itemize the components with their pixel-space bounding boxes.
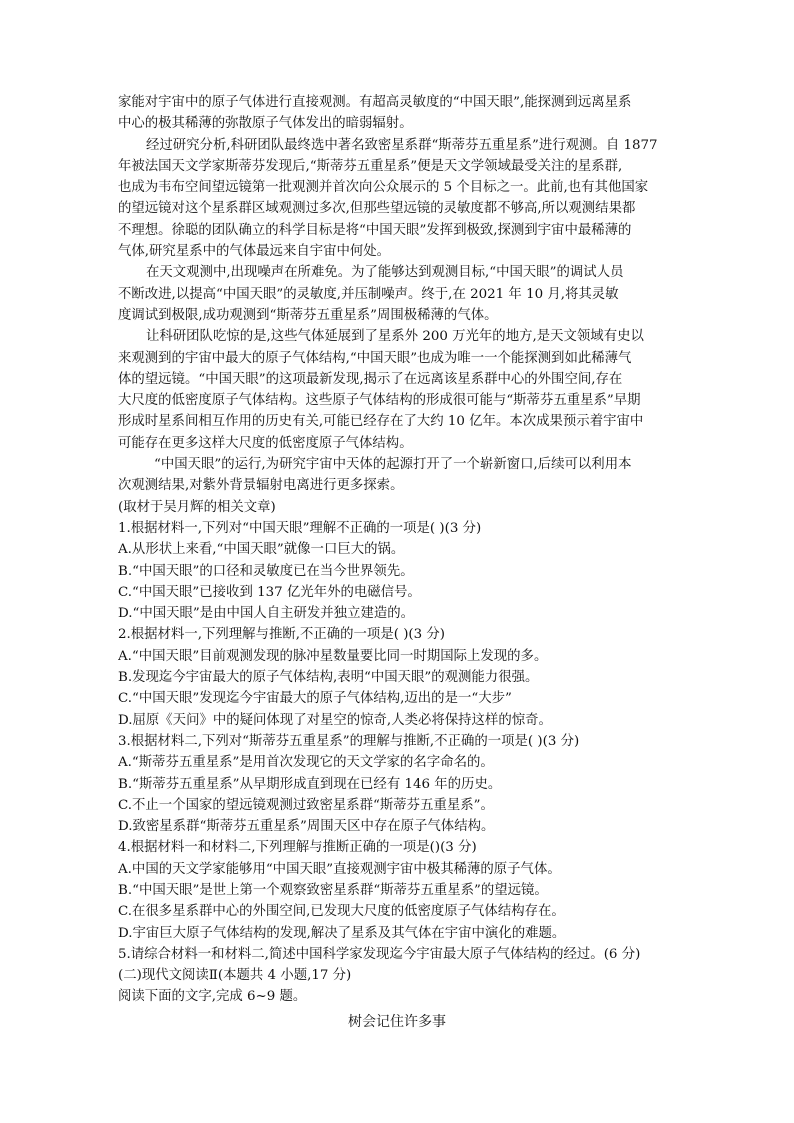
option-line: D.致密星系群“斯蒂芬五重星系”周围天区中存在原子气体结构。 <box>118 819 495 835</box>
paragraph-start: 在天文观测中,出现噪声在所难免。为了能够达到观测目标,“中国天眼”的调试人员 <box>146 265 624 281</box>
section-heading: (二)现代文阅读Ⅱ(本题共 4 小题,17 分) <box>118 968 352 984</box>
option-line: C.“中国天眼”发现迄今宇宙最大的原子气体结构,迈出的是一“大步” <box>118 691 512 707</box>
text-line: 也成为韦布空间望远镜第一批观测并首次向公众展示的 5 个目标之一。此前,也有其他国家 <box>118 180 649 196</box>
option-line: C.“中国天眼”已接收到 137 亿光年外的电磁信号。 <box>118 584 421 600</box>
option-line: D.屈原《天问》中的疑问体现了对星空的惊奇,人类必将保持这样的惊奇。 <box>118 712 552 728</box>
text-line: 家能对宇宙中的原子气体进行直接观测。有超高灵敏度的“中国天眼”,能探测到远离星系 <box>118 95 632 110</box>
document-page <box>118 92 676 1033</box>
question-3: 3.根据材料二,下列对“斯蒂芬五重星系”的理解与推断,不正确的一项是( )(3 分) <box>118 733 580 749</box>
option-line: A.中国的天文学家能够用“中国天眼”直接观测宇宙中极其稀薄的原子气体。 <box>118 861 561 877</box>
option-line: B.“中国天眼”是世上第一个观察致密星系群“斯蒂芬五重星系”的望远镜。 <box>118 882 548 898</box>
option-line: B.“斯蒂芬五重星系”从早期形成直到现在已经有 146 年的历史。 <box>118 776 502 792</box>
text-line: 的望远镜对这个星系群区域观测过多次,但那些望远镜的灵敏度都不够高,所以观测结果都 <box>118 201 636 217</box>
paragraph-start: “中国天眼”的运行,为研究宇宙中天体的起源打开了一个崭新窗口,后续可以利用本 <box>154 457 632 473</box>
text-line: 体的望远镜。“中国天眼”的这项最新发现,揭示了在远离该星系群中心的外围空间,存在 <box>118 371 623 387</box>
text-line: 来观测到的宇宙中最大的原子气体结构,“中国天眼”也成为唯一一个能探测到如此稀薄气 <box>118 350 632 366</box>
text-line: 大尺度的低密度原子气体结构。这些原子气体结构的形成很可能与“斯蒂芬五重星系”早期 <box>118 393 641 409</box>
option-line: A.“斯蒂芬五重星系”是用首次发现它的天文学家的名字命名的。 <box>118 755 494 771</box>
instruction-line: 阅读下面的文字,完成 6~9 题。 <box>118 989 307 1005</box>
option-line: B.发现迄今宇宙最大的原子气体结构,表明“中国天眼”的观测能力很强。 <box>118 670 539 686</box>
text-line: 年被法国天文学家斯蒂芬发现后,“斯蒂芬五重星系”便是天文学领域最受关注的星系群, <box>118 158 623 174</box>
option-line: D.“中国天眼”是由中国人自主研发并独立建造的。 <box>118 606 415 622</box>
option-line: C.在很多星系群中心的外围空间,已发现大尺度的低密度原子气体结构存在。 <box>118 904 565 920</box>
text-line: 气体,研究星系中的气体最远来自宇宙中何处。 <box>118 244 391 260</box>
text-line: 不理想。徐聪的团队确立的科学目标是将“中国天眼”发挥到极致,探测到宇宙中最稀薄的 <box>118 222 632 238</box>
question-1: 1.根据材料一,下列对“中国天眼”理解不正确的一项是( )(3 分) <box>118 520 482 536</box>
text-line: 不断改进,以提高“中国天眼”的灵敏度,并压制噪声。终于,在 2021 年 10 月,将其灵敏 <box>118 286 619 302</box>
text-line: 度调试到极限,成功观测到“斯蒂芬五重星系”周围极稀薄的气体。 <box>118 307 498 323</box>
option-line: A.“中国天眼”目前观测发现的脉冲星数量要比同一时期国际上发现的多。 <box>118 648 548 664</box>
text-line: 形成时星系间相互作用的历史有关,可能已经存在了大约 10 亿年。本次成果预示着宇宙中 <box>118 414 644 430</box>
option-line: B.“中国天眼”的口径和灵敏度已在当今世界领先。 <box>118 563 414 579</box>
text-line: 中心的极其稀薄的弥散原子气体发出的暗弱辐射。 <box>118 116 413 132</box>
question-5: 5.请综合材料一和材料二,简述中国科学家发现迄今宇宙最大原子气体结构的经过。(6 分) <box>118 946 641 962</box>
paragraph-start: 让科研团队吃惊的是,这些气体延展到了星系外 200 万光年的地方,是天文领域有史以 <box>146 329 644 345</box>
text-line: 可能存在更多这样大尺度的低密度原子气体结构。 <box>118 435 413 451</box>
question-2: 2.根据材料一,下列理解与推断,不正确的一项是( )(3 分) <box>118 627 446 643</box>
option-line: D.宇宙巨大原子气体结构的发现,解决了星系及其气体在宇宙中演化的难题。 <box>118 925 566 941</box>
question-4: 4.根据材料一和材料二,下列理解与推断正确的一项是()(3 分) <box>118 840 477 856</box>
option-line: C.不止一个国家的望远镜观测过致密星系群“斯蒂芬五重星系”。 <box>118 797 494 813</box>
article-title: 树会记住许多事 <box>348 1013 446 1030</box>
paragraph-start: 经过研究分析,科研团队最终选中著名致密星系群“斯蒂芬五重星系”进行观测。自 1877 <box>146 137 658 153</box>
option-line: A.从形状上来看,“中国天眼”就像一口巨大的锅。 <box>118 542 405 558</box>
source-note: (取材于吴月辉的相关文章) <box>118 499 276 515</box>
text-line: 次观测结果,对紫外背景辐射电离进行更多探索。 <box>118 478 404 494</box>
